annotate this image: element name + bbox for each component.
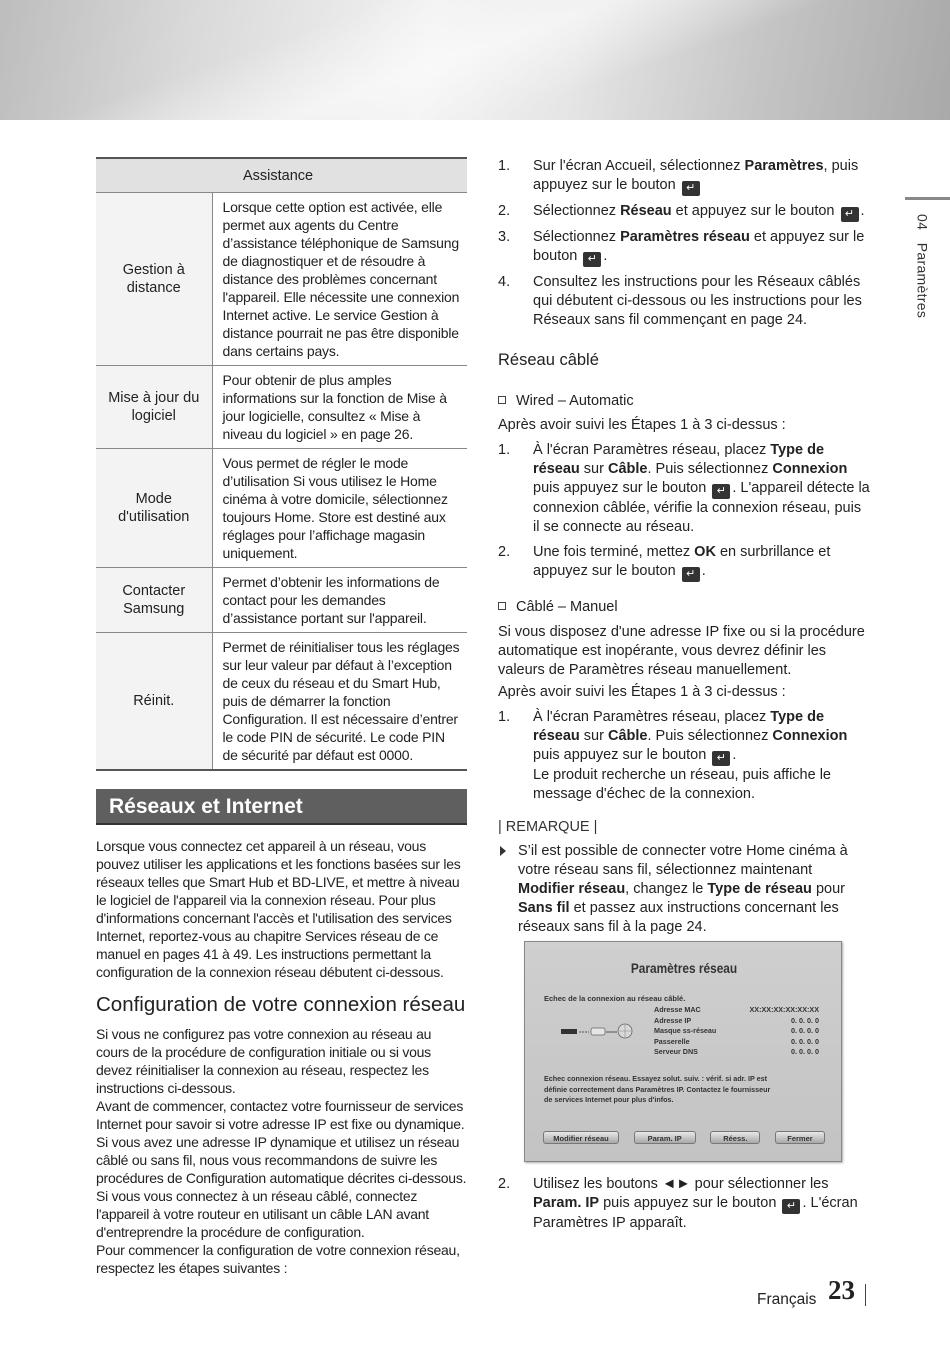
checkbox-icon — [498, 396, 506, 404]
screen-buttons — [543, 1131, 825, 1144]
step-text: Une fois terminé, mettez — [533, 544, 695, 561]
table-row — [96, 192, 467, 365]
step-text: et appuyez sur le bouton — [533, 229, 865, 264]
config-paragraph: Si vous ne configurez pas votre connexion au réseau au cours de la procédure de configuration initiale ou si vous devez réinitialiser la connexion au réseau, respectez les instructions ci-dessous. — [96, 1025, 432, 1096]
header-banner — [0, 0, 950, 120]
heading-text: Wired – Automatic — [516, 393, 634, 409]
chapter-name: Paramètres — [914, 242, 931, 319]
step-text: puis appuyez sur le bouton — [599, 1195, 781, 1211]
footer-divider — [865, 1284, 866, 1306]
step-bold: Connexion — [772, 461, 848, 478]
assistance-table — [96, 157, 467, 771]
step-bold: Paramètres — [744, 158, 824, 174]
info-value: 0. 0. 0. 0 — [791, 1036, 819, 1046]
bullet-triangle-icon — [500, 846, 506, 856]
step-text: . Puis sélectionnez — [647, 461, 773, 478]
ip-settings-button[interactable]: Param. IP — [634, 1131, 696, 1144]
manual-step-2 — [498, 1175, 870, 1233]
step-bold: Connexion — [772, 727, 848, 744]
page-footer — [757, 1275, 872, 1311]
step-text: sur — [579, 727, 608, 744]
row-label: Gestion à distance — [96, 192, 212, 365]
step-text: À l'écran Paramètres réseau, placez — [533, 442, 771, 459]
note-bold: Sans fil — [518, 899, 570, 916]
step-2: 2. Sélectionnez Réseau et appuyez sur le bouton ↵ . — [498, 203, 865, 220]
page-number: 23 — [828, 1275, 855, 1305]
step-number: 2. — [498, 1176, 511, 1192]
manual-intro: Après avoir suivi les Étapes 1 à 3 ci-dessus : — [498, 683, 786, 700]
remark-note — [498, 842, 870, 937]
step-number: 3. — [498, 229, 511, 245]
step-bold: OK — [694, 544, 716, 561]
note-text: pour — [811, 880, 845, 897]
step-number: 2. — [498, 544, 511, 561]
screen-info-rows — [654, 1005, 819, 1058]
manual-heading — [498, 598, 870, 616]
chapter-number: 04 — [914, 214, 931, 231]
network-settings-screen — [524, 941, 842, 1162]
chapter-tab — [905, 197, 950, 318]
enter-button-icon: ↵ — [682, 181, 700, 196]
retry-button[interactable]: Réess. — [710, 1131, 760, 1144]
enter-button-icon: ↵ — [841, 207, 859, 222]
info-value: 0. 0. 0. 0 — [791, 1015, 819, 1025]
screen-error: Echec de la connexion au réseau câblé. — [544, 994, 686, 1003]
enter-button-icon: ↵ — [712, 751, 730, 766]
enter-button-icon: ↵ — [583, 252, 601, 267]
table-header: Assistance — [96, 158, 467, 192]
close-button[interactable]: Fermer — [775, 1131, 825, 1144]
step-number: 1. — [498, 442, 511, 459]
info-key: Adresse MAC — [654, 1005, 701, 1014]
row-label: Mise à jour du logiciel — [96, 365, 212, 448]
connection-diagram-icon — [559, 1020, 639, 1042]
wired-title: Réseau câblé — [498, 351, 599, 369]
step-text: . L'écran Paramètres IP apparaît. — [533, 1195, 858, 1231]
step-3: 3. Sélectionnez Paramètres réseau et appuyez sur le bouton ↵ . — [498, 229, 865, 265]
step-text: Utilisez les boutons ◄► pour sélectionner les — [533, 1176, 829, 1192]
config-paragraph: Pour commencer la configuration de votre connexion réseau, respectez les étapes suivantes : — [96, 1241, 460, 1276]
enter-button-icon: ↵ — [712, 484, 730, 499]
info-value: 0. 0. 0. 0 — [791, 1026, 819, 1035]
step-text: Consultez les instructions pour les Réseaux câblés qui débutent ci-dessous ou les instructions pour les Réseaux sans fil commençant en page 24. — [533, 274, 862, 328]
row-desc: Permet de réinitialiser tous les réglages sur leur valeur par défaut à l’exception de ceux du réseau et du Smart Hub, puis de démarrer la fonction Configuration. Il est nécessaire d’entrer le code PIN de sécurité. Le code PIN de sécurité par défaut est 0000. — [212, 632, 467, 770]
step-bold: Param. IP — [533, 1195, 600, 1211]
table-row — [96, 448, 467, 567]
step-bold: Paramètres réseau — [620, 229, 750, 245]
step-number: 1. — [498, 708, 511, 725]
checkbox-icon — [498, 602, 506, 610]
auto-heading — [498, 392, 870, 410]
config-paragraph: Avant de commencer, contactez votre fournisseur de services Internet pour savoir si votre adresse IP est fixe ou dynamique. Si vous avez une adresse IP dynamique et utilisez un réseau câblé ou sans fil, nous vous recommandons de suivre les procédures de Configuration automatique décrites ci-dessous. — [96, 1097, 467, 1186]
step-text: puis appuyez sur le bouton — [533, 480, 711, 497]
note-bold: Type de réseau — [707, 880, 812, 897]
row-label: Mode d'utilisation — [96, 448, 212, 567]
step-number: 1. — [498, 158, 511, 174]
note-bold: Modifier réseau — [518, 880, 626, 897]
info-key: Masque ss-réseau — [654, 1026, 717, 1035]
row-desc: Pour obtenir de plus amples informations sur la fonction de Mise à jour logicielle, consultez « Mise à niveau du logiciel » en page 26. — [212, 365, 467, 448]
row-desc: Lorsque cette option est activée, elle permet aux agents du Centre d’assistance téléphonique de Samsung de diagnostiquer et de résoudre à distance des problèmes concernant l'appareil. Elle nécessite une connexion Internet active. Le service Gestion à distance pourrait ne pas être disponible dans certains pays. — [212, 192, 467, 365]
auto-intro: Après avoir suivi les Étapes 1 à 3 ci-dessus : — [498, 417, 786, 434]
auto-step-1 — [498, 441, 870, 537]
step-bold: Câble — [607, 461, 648, 478]
section-title: Réseaux et Internet — [96, 789, 467, 825]
step-text: , puis appuyez sur le bouton — [533, 158, 859, 193]
step-number: 4. — [498, 274, 511, 290]
row-label: Contacter Samsung — [96, 567, 212, 632]
step-1 — [498, 157, 870, 196]
step-number: 2. — [498, 203, 511, 219]
step-text: puis appuyez sur le bouton — [533, 746, 711, 763]
enter-button-icon: ↵ — [682, 567, 700, 582]
manual-paragraph: Si vous disposez d'une adresse IP fixe ou si la procédure automatique est inopérante, vous devrez définir les valeurs de Paramètres réseau manuellement. — [498, 623, 865, 678]
note-text: et passez aux instructions concernant les réseaux sans fil à la page 24. — [518, 899, 839, 935]
step-text: Le produit recherche un réseau, puis affiche le message d'échec de la connexion. — [533, 766, 831, 802]
step-bold: Type de réseau — [533, 442, 825, 478]
chapter-label — [913, 214, 931, 318]
manual-step-1: 1. À l'écran Paramètres réseau, placez Type de réseau sur Câble. Puis sélectionnez Connexion puis appuyez sur le bouton ↵ . Le produit recherche un réseau, puis affiche le message d'échec de la connexion. — [498, 708, 848, 802]
remark-label: | REMARQUE | — [498, 818, 598, 835]
info-key: Adresse IP — [654, 1015, 692, 1025]
config-title: Configuration de votre connexion réseau — [96, 992, 466, 1016]
step-text: Sur l'écran Accueil, sélectionnez — [533, 158, 745, 174]
info-value: 0. 0. 0. 0 — [791, 1047, 819, 1056]
config-paragraph: Si vous vous connectez à un réseau câblé, connectez l'appareil à votre routeur en utilisant un câble LAN avant d'entreprendre la procédure de configuration. — [96, 1187, 429, 1240]
info-row — [654, 1037, 819, 1048]
info-row — [654, 1047, 819, 1058]
row-desc: Vous permet de régler le mode d’utilisation Si vous utilisez le Home cinéma à votre domicile, sélectionnez toujours Home. Store est destiné aux réglages pour l’affichage magasin uniquement. — [212, 448, 467, 567]
section-intro: Lorsque vous connectez cet appareil à un réseau, vous pouvez utiliser les applications et les fonctions basées sur les réseaux telles que Smart Hub et BD-LIVE, et mettre à niveau le logiciel de l'appareil via la connexion réseau. Pour plus d'informations concernant l'accès et l'utilisation des services Internet, reportez-vous au chapitre Services réseau de ce manuel en pages 41 à 49. Les instructions permettant la configuration de la connexion réseau débutent ci-dessous. — [96, 837, 461, 980]
table-row — [96, 632, 467, 770]
step-text: sur — [579, 461, 608, 478]
step-bold: Câble — [607, 727, 648, 744]
enter-button-icon: ↵ — [782, 1199, 800, 1214]
info-row — [654, 1026, 819, 1037]
row-label: Réinit. — [96, 632, 212, 770]
step-text: et appuyez sur le bouton — [671, 203, 839, 219]
note-text: S’il est possible de connecter votre Home cinéma à votre réseau sans fil, sélectionnez maintenant — [518, 842, 848, 878]
screen-message: Echec connexion réseau. Essayez solut. suiv. : vérif. si adr. IP est définie correctement dans Paramètres IP. Contactez le fournisseur de services Internet pour plus d'infos. — [544, 1074, 771, 1104]
step-text: Sélectionnez — [533, 229, 621, 245]
auto-step-2: 2. Une fois terminé, mettez OK en surbrillance et appuyez sur le bouton ↵ . — [498, 544, 831, 581]
note-text: , changez le — [625, 880, 708, 897]
table-row — [96, 567, 467, 632]
step-text: en surbrillance et appuyez sur le bouton — [533, 544, 831, 580]
step-4 — [498, 273, 870, 330]
left-column — [96, 157, 467, 1277]
step-text: . L'appareil détecte la connexion câblée, vérifie la connexion réseau, puis il se connecte au réseau. — [533, 480, 870, 536]
info-key: Serveur DNS — [654, 1047, 698, 1056]
row-desc: Permet d’obtenir les informations de contact pour les demandes d’assistance portant sur l'appareil. — [212, 567, 467, 632]
screen-title: Paramètres réseau — [630, 961, 738, 976]
table-row — [96, 365, 467, 448]
step-text: . Puis sélectionnez — [647, 727, 773, 744]
footer-language: Français — [757, 1291, 817, 1308]
step-text: Sélectionnez — [533, 203, 621, 219]
heading-text: Câblé – Manuel — [516, 599, 618, 616]
info-row — [654, 1016, 819, 1027]
info-value: XX:XX:XX:XX:XX:XX — [749, 1005, 819, 1014]
step-text: À l'écran Paramètres réseau, placez — [533, 708, 771, 725]
info-row — [654, 1005, 819, 1016]
modify-network-button[interactable]: Modifier réseau — [543, 1131, 619, 1144]
info-key: Passerelle — [654, 1036, 690, 1046]
step-bold: Réseau — [620, 203, 672, 219]
step-bold: Type de réseau — [533, 708, 825, 744]
